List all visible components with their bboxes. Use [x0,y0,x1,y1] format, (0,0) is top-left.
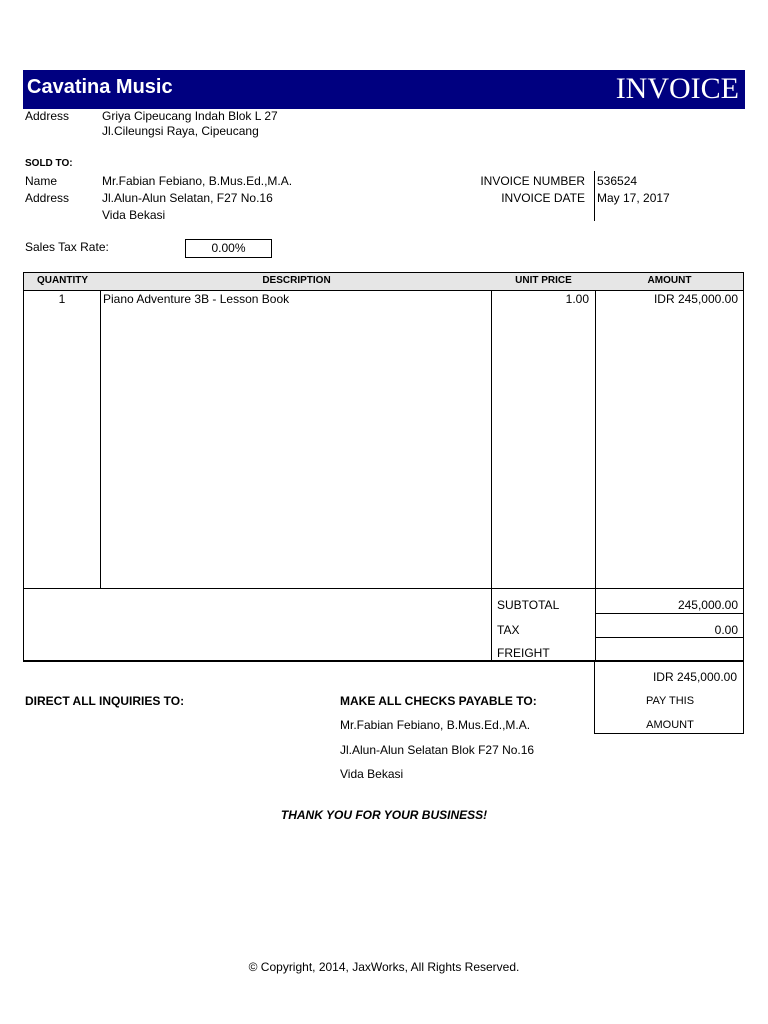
header-description: DESCRIPTION [262,275,331,286]
payee-name: Mr.Fabian Febiano, B.Mus.Ed.,M.A. [340,718,531,732]
copyright: © Copyright, 2014, JaxWorks, All Rights Reserved. [248,960,520,974]
inquiries-heading: DIRECT ALL INQUIRIES TO: [25,694,185,708]
freight-label: FREIGHT [497,646,550,660]
total-amount: IDR 245,000.00 [652,670,737,684]
invoice-title: INVOICE [615,72,739,105]
company-address-label: Address [25,109,70,123]
header-bar [23,70,745,109]
row-unit-price: 1.00 [565,292,589,306]
tax-rate-field[interactable]: 0.00% [185,239,272,258]
customer-address-line2: Vida Bekasi [102,208,166,222]
items-bottom-line [24,588,743,589]
company-address-line1: Griya Cipeucang Indah Blok L 27 [102,109,278,123]
invoice-number: 536524 [597,174,638,188]
row-amount: IDR 245,000.00 [653,292,738,306]
customer-name-label: Name [25,174,58,188]
header-amount: AMOUNT [647,275,692,286]
total-amount-box [594,662,744,734]
tax-value: 0.00 [714,623,738,637]
column-divider [491,290,492,661]
payee-address-line2: Vida Bekasi [340,767,404,781]
thank-you-message: THANK YOU FOR YOUR BUSINESS! [280,808,488,822]
customer-name: Mr.Fabian Febiano, B.Mus.Ed.,M.A. [102,174,293,188]
company-address-line2: Jl.Cileungsi Raya, Cipeucang [102,124,259,138]
row-quantity: 1 [58,292,66,306]
tax-label: TAX [497,623,520,637]
pay-this-label: PAY THIS [645,695,695,707]
items-table [23,272,744,662]
subtotal-label: SUBTOTAL [497,598,560,612]
header-unit-price: UNIT PRICE [515,275,572,286]
header-quantity: QUANTITY [36,275,89,286]
payee-address-line1: Jl.Alun-Alun Selatan Blok F27 No.16 [340,743,535,757]
subtotal-line [595,613,744,614]
column-divider [595,290,596,661]
tax-rate-label: Sales Tax Rate: [25,240,109,254]
company-name: Cavatina Music [27,76,173,98]
invoice-info-divider [594,171,595,221]
subtotal-value: 245,000.00 [677,598,738,612]
customer-address-line1: Jl.Alun-Alun Selatan, F27 No.16 [102,191,273,205]
amount-label: AMOUNT [646,719,694,731]
row-description: Piano Adventure 3B - Lesson Book [103,292,290,306]
column-divider [100,290,101,588]
invoice-date: May 17, 2017 [597,191,670,205]
invoice-date-label: INVOICE DATE [501,191,585,205]
table-header [24,273,743,291]
customer-address-label: Address [25,191,70,205]
invoice-number-label: INVOICE NUMBER [480,174,585,188]
tax-line [595,637,744,638]
sold-to-heading: SOLD TO: [25,158,73,169]
checks-heading: MAKE ALL CHECKS PAYABLE TO: [340,694,537,708]
